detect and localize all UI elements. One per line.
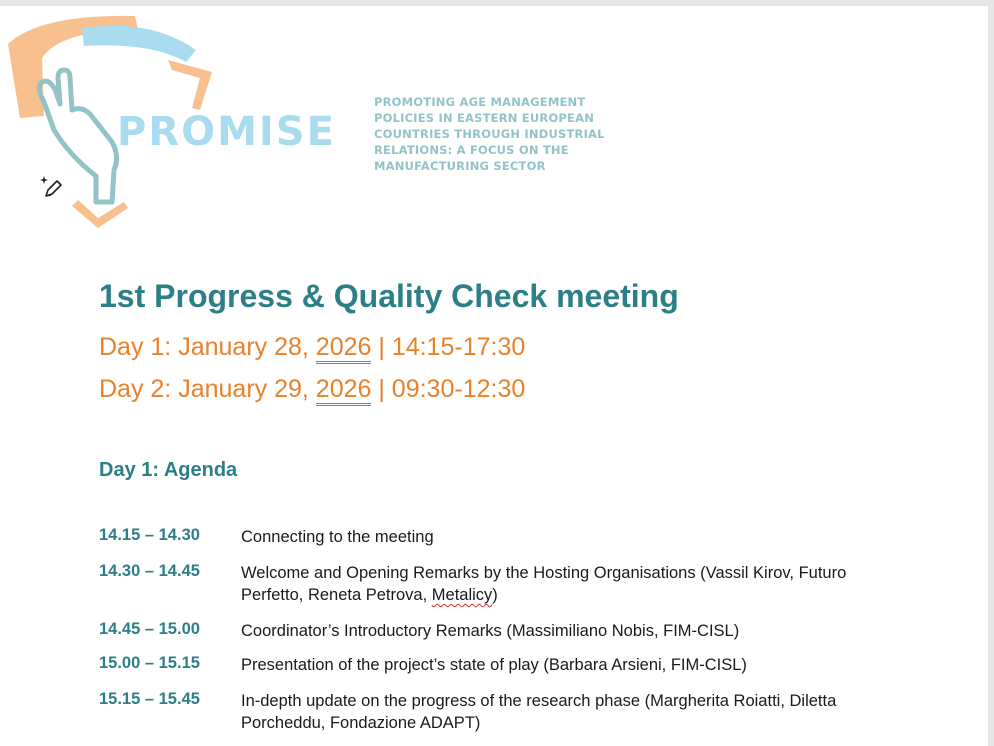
agenda-heading: Day 1: Agenda [99,459,238,481]
logo-brand-name: PROMISE [117,109,336,155]
agenda-time: 15.00 – 15.15 [99,654,200,672]
agenda-description [241,562,911,606]
tagline-line: COUNTRIES THROUGH INDUSTRIAL [374,127,605,141]
tagline-line: PROMOTING AGE MANAGEMENT [374,95,586,109]
meeting-title: 1st Progress & Quality Check meeting [99,278,679,314]
tagline-line: POLICIES IN EASTERN EUROPEAN [374,111,595,125]
day2-date: Day 2: January 29, [99,375,316,403]
day2-schedule [99,375,525,404]
spellcheck-flagged-word[interactable]: Metalicy [431,586,493,604]
agenda-description: Coordinator’s Introductory Remarks (Massimiliano Nobis, FIM-CISL) [241,622,740,640]
day2-year: 2026 [316,375,372,406]
logo-peach-frame [168,60,212,110]
agenda-description: Connecting to the meeting [241,528,434,546]
day1-time: | 14:15-17:30 [371,333,526,361]
day1-schedule [99,333,525,362]
day2-time: | 09:30-12:30 [371,375,526,403]
agenda-time: 15.15 – 15.45 [99,690,200,708]
day1-date: Day 1: January 28, [99,333,316,361]
ai-sparkle-pen-icon[interactable] [38,174,64,200]
agenda-description: Presentation of the project’s state of play (Barbara Arsieni, FIM-CISL) [241,656,747,674]
agenda-text-end: ) [492,586,498,604]
tagline-line: RELATIONS: A FOCUS ON THE [374,143,569,157]
tagline-line: MANUFACTURING SECTOR [374,159,546,173]
document-page[interactable] [0,6,988,746]
window-top-edge [0,0,994,6]
agenda-time: 14.45 – 15.00 [99,620,200,638]
agenda-time: 14.15 – 14.30 [99,526,200,544]
day1-year: 2026 [316,333,372,364]
agenda-text: Welcome and Opening Remarks by the Hosting Organisations (Vassil Kirov, Futuro Perfetto, Reneta Petrova, [241,564,847,604]
logo-blue-arc [82,26,196,62]
agenda-description: In-depth update on the progress of the research phase (Margherita Roiatti, Diletta Porcheddu, Fondazione ADAPT) [241,692,837,732]
agenda-time: 14.30 – 14.45 [99,562,200,580]
logo-tagline [374,94,614,174]
window-right-edge [988,0,994,746]
